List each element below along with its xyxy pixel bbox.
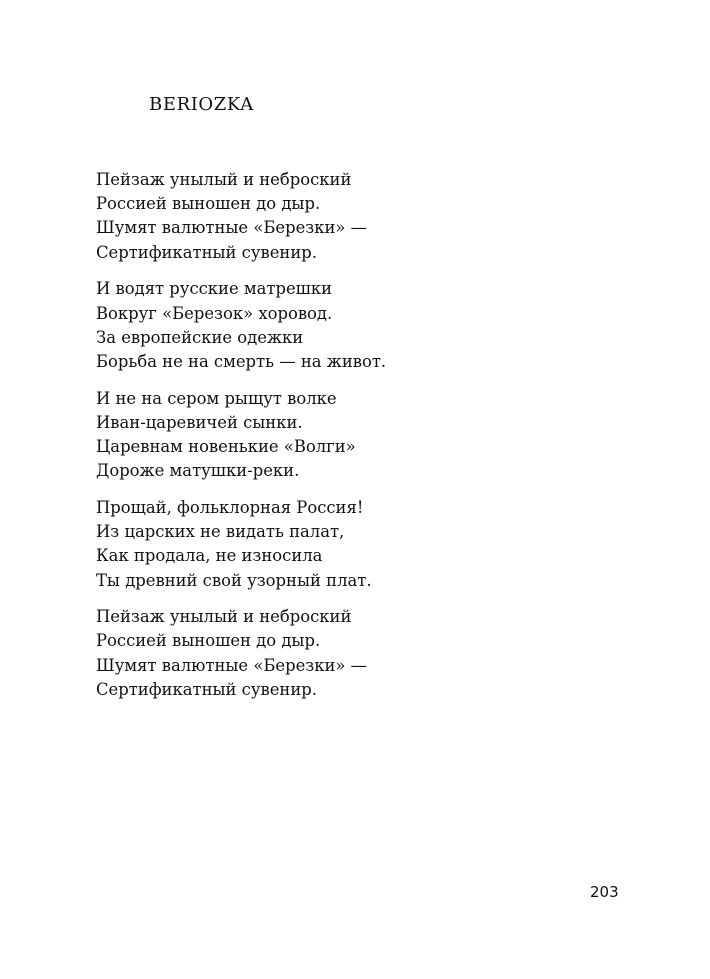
stanza bbox=[96, 277, 656, 374]
poem-line: Россией выношен до дыр. bbox=[96, 194, 321, 214]
page-number: 203 bbox=[590, 883, 619, 901]
poem-line: Шумят валютные «Березки» — bbox=[96, 655, 368, 675]
poem-title: BERIOZKA bbox=[149, 94, 254, 115]
poem-line: Иван-царевичей сынки. bbox=[96, 412, 303, 432]
stanza bbox=[96, 496, 656, 593]
poem-line: Пейзаж унылый и неброский bbox=[96, 607, 352, 627]
poem-line: За европейские одежки bbox=[96, 327, 304, 347]
poem-line: Сертификатный сувенир. bbox=[96, 679, 317, 699]
poem-line: Дороже матушки-реки. bbox=[96, 461, 300, 481]
poem-line: Прощай, фольклорная Россия! bbox=[96, 497, 364, 517]
poem-line: Борьба не на смерть — на живот. bbox=[96, 351, 387, 371]
poem-line: Царевнам новенькие «Волги» bbox=[96, 437, 356, 457]
poem-line: Сертификатный сувенир. bbox=[96, 242, 317, 262]
poem-line: Россией выношен до дыр. bbox=[96, 631, 321, 651]
poem-body bbox=[96, 168, 656, 715]
poem-line: И водят русские матрешки bbox=[96, 279, 333, 299]
stanza bbox=[96, 387, 656, 484]
poem-line: Вокруг «Березок» хоровод. bbox=[96, 303, 333, 323]
poem-line: Шумят валютные «Березки» — bbox=[96, 218, 368, 238]
poem-line: Ты древний свой узорный плат. bbox=[96, 570, 372, 590]
stanza bbox=[96, 168, 656, 265]
poem-line: И не на сером рыщут волке bbox=[96, 388, 337, 408]
poem-line: Пейзаж унылый и неброский bbox=[96, 170, 352, 189]
stanza bbox=[96, 605, 656, 702]
poem-line: Из царских не видать палат, bbox=[96, 522, 345, 542]
poem-line: Как продала, не износила bbox=[96, 546, 323, 566]
